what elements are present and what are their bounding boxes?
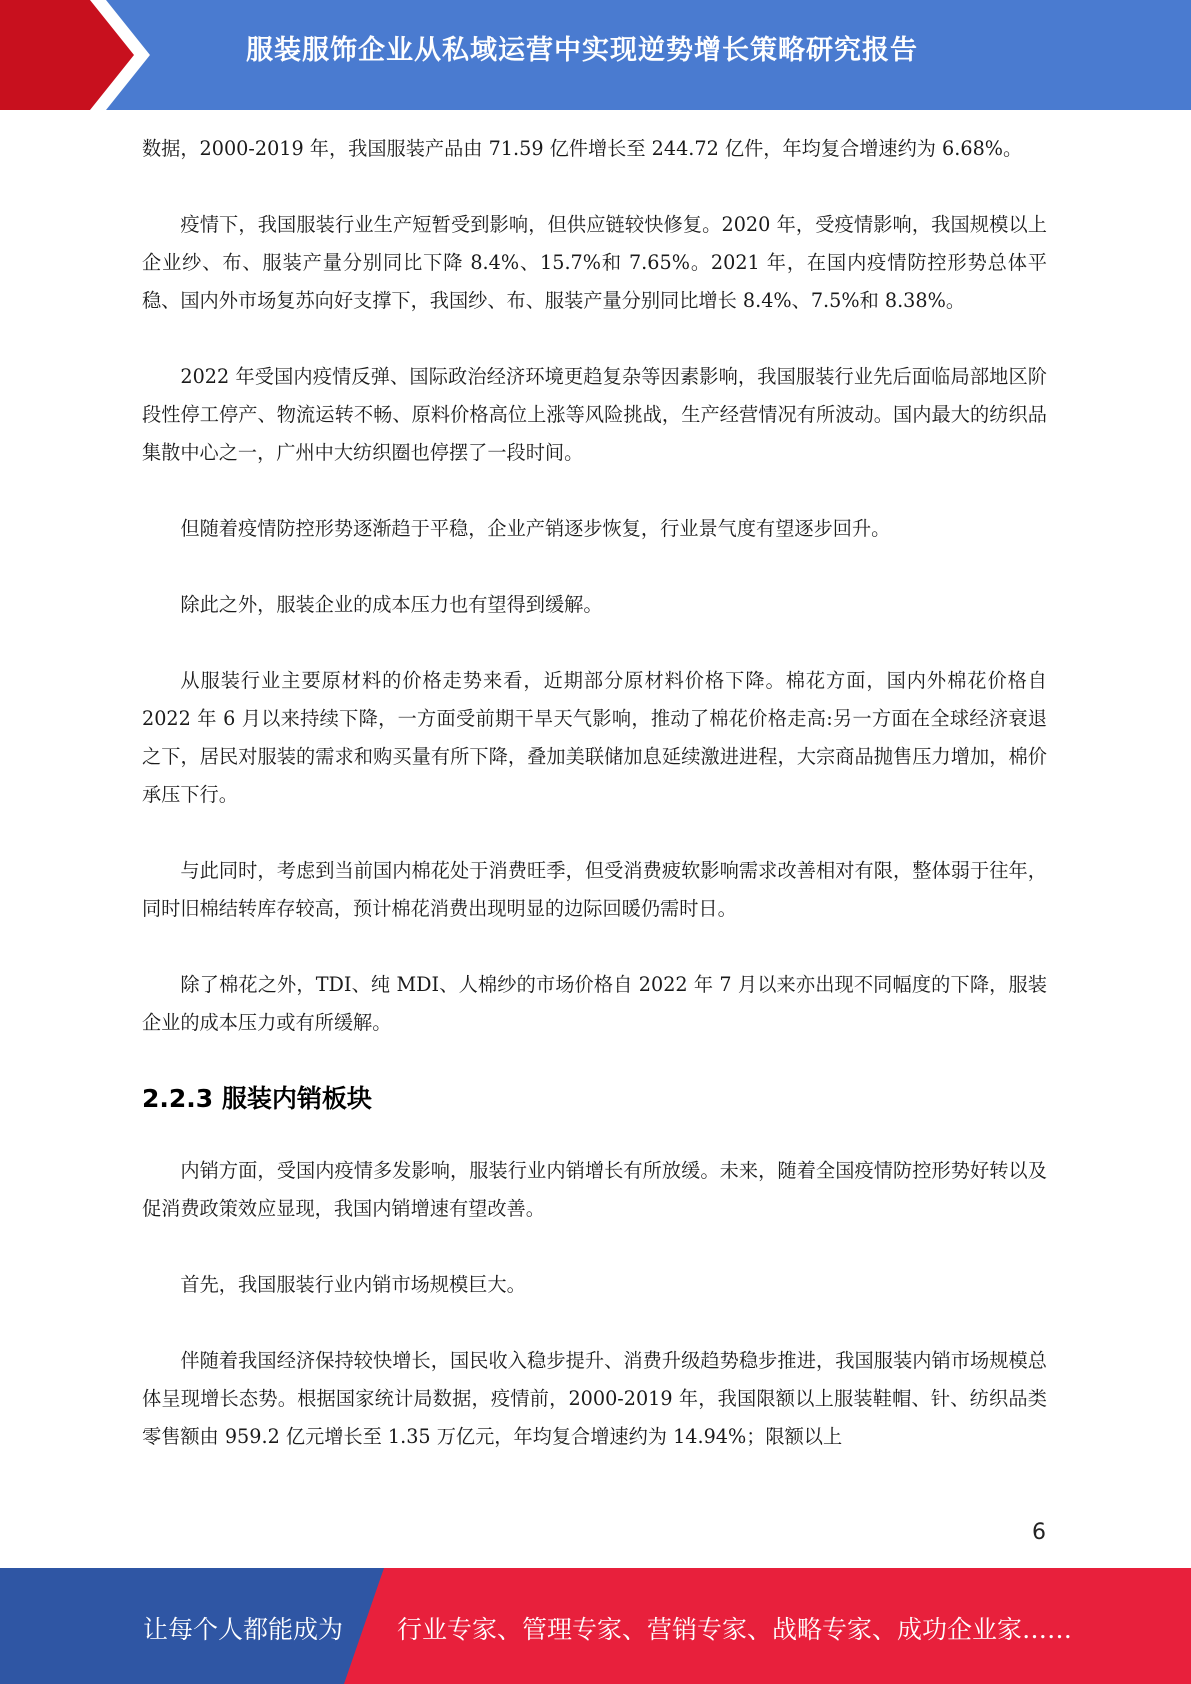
section-heading: 2.2.3 服装内销板块	[142, 1084, 372, 1113]
section-paragraph-2: 首先，我国服装行业内销市场规模巨大。	[180, 1273, 526, 1296]
section-paragraph-3: 伴随着我国经济保持较快增长，国民收入稳步提升、消费升级趋势稳步推进，我国服装内销市场规模总体呈现增长态势。根据国家统计局数据，疫情前，2000-2019 年，我国限额以上服装鞋帽、针、纺织品类零售额由 959.2 亿元增长至 1.35 万亿元，年均复合增速约为 14.94%；限额以上	[142, 1349, 1047, 1448]
paragraph-5: 除此之外，服装企业的成本压力也有望得到缓解。	[180, 593, 603, 616]
page-number: 6	[1032, 1520, 1046, 1545]
paragraph-2: 疫情下，我国服装行业生产短暂受到影响，但供应链较快修复。2020 年，受疫情影响，我国规模以上企业纱、布、服装产量分别同比下降 8.4%、15.7%和 7.65%。2021 年，在国内疫情防控形势总体平稳、国内外市场复苏向好支撑下，我国纱、布、服装产量分别同比增长 8.4%、7.5%和 8.38%。	[142, 213, 1047, 312]
footer-slogan-left: 让每个人都能成为	[143, 1615, 344, 1644]
section-paragraph-1: 内销方面，受国内疫情多发影响，服装行业内销增长有所放缓。未来，随着全国疫情防控形势好转以及促消费政策效应显现，我国内销增速有望改善。	[142, 1159, 1047, 1220]
paragraph-8: 除了棉花之外，TDI、纯 MDI、人棉纱的市场价格自 2022 年 7 月以来亦出现不同幅度的下降，服装企业的成本压力或有所缓解。	[142, 973, 1047, 1034]
paragraph-7: 与此同时，考虑到当前国内棉花处于消费旺季，但受消费疲软影响需求改善相对有限，整体弱于往年，同时旧棉结转库存较高，预计棉花消费出现明显的边际回暖仍需时日。	[142, 859, 1047, 920]
paragraph-1: 数据，2000-2019 年，我国服装产品由 71.59 亿件增长至 244.72 亿件，年均复合增速约为 6.68%。	[142, 137, 1023, 160]
paragraph-6: 从服装行业主要原材料的价格走势来看，近期部分原材料价格下降。棉花方面，国内外棉花价格自 2022 年 6 月以来持续下降，一方面受前期干旱天气影响，推动了棉花价格走高:另一方面在全球经济衰退之下，居民对服装的需求和购买量有所下降，叠加美联储加息延续激进进程，大宗商品抛售压力增加，棉价承压下行。	[142, 669, 1047, 806]
page-header	[0, 0, 1191, 110]
report-title: 服装服饰企业从私域运营中实现逆势增长策略研究报告	[246, 35, 918, 66]
footer-slogan-right: 行业专家、管理专家、营销专家、战略专家、成功企业家……	[397, 1615, 1073, 1644]
paragraph-4: 但随着疫情防控形势逐渐趋于平稳，企业产销逐步恢复，行业景气度有望逐步回升。	[180, 517, 891, 540]
page-body	[142, 130, 1047, 1456]
page-footer	[0, 1568, 1191, 1684]
paragraph-3: 2022 年受国内疫情反弹、国际政治经济环境更趋复杂等因素影响，我国服装行业先后面临局部地区阶段性停工停产、物流运转不畅、原料价格高位上涨等风险挑战，生产经营情况有所波动。国内最大的纺织品集散中心之一，广州中大纺织圈也停摆了一段时间。	[142, 365, 1047, 464]
